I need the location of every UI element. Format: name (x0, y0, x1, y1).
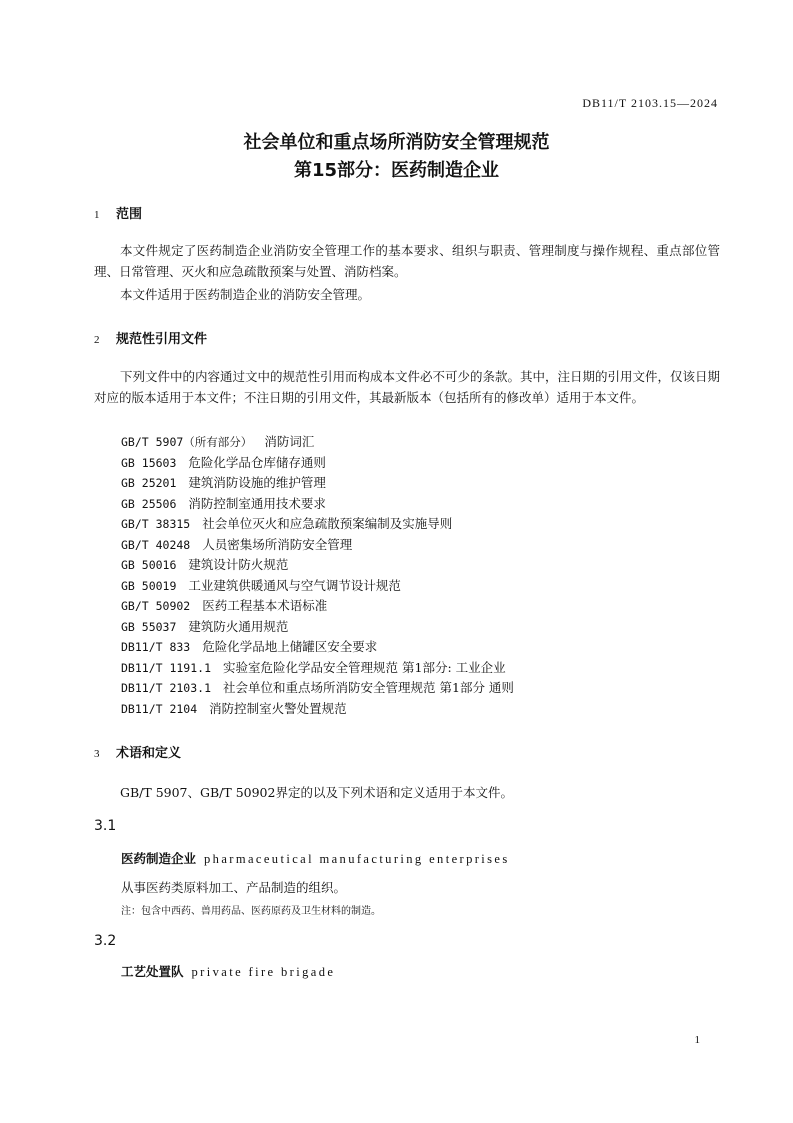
reference-item (121, 432, 314, 450)
section-3-paragraph-1: GB/T 5907、GB/T 50902界定的以及下列术语和定义适用于本文件。 (120, 785, 513, 800)
section-title: 规范性引用文件 (116, 332, 208, 347)
reference-name: 建筑设计防火规范 (188, 557, 289, 572)
section-1-heading (94, 203, 142, 222)
reference-name: 消防词汇 (264, 434, 315, 449)
term-3-1 (121, 849, 510, 867)
section-2-paragraph-1: 下列文件中的内容通过文中的规范性引用而构成本文件必不可少的条款。其中，注日期的引用文件，仅该日期对应的版本适用于本文件；不注日期的引用文件，其最新版本（包括所有的修改单）适用于本文件。 (94, 369, 721, 405)
term-3-1-definition: 从事医药类原料加工、产品制造的组织。 (121, 880, 347, 895)
section-title: 范围 (116, 207, 143, 222)
reference-code: GB 25201 (121, 476, 177, 490)
reference-name: 消防控制室通用技术要求 (188, 495, 326, 511)
reference-code: GB 15603 (121, 455, 177, 470)
reference-name: 危险化学品仓库储存通则 (188, 454, 326, 470)
reference-code: GB/T 50902 (121, 599, 191, 613)
reference-item (121, 658, 506, 676)
term-en: pharmaceutical manufacturing enterprises (204, 852, 510, 866)
reference-code: GB/T 38315 (121, 517, 191, 531)
reference-code: GB 25506 (121, 496, 177, 511)
term-3-1-note: 注：包含中西药、兽用药品、医药原药及卫生材料的制造。 (121, 906, 381, 917)
reference-item (121, 596, 327, 614)
reference-name: 建筑防火通用规范 (188, 618, 289, 634)
reference-item (121, 699, 347, 717)
reference-item (121, 494, 326, 512)
term-3-2 (121, 962, 335, 980)
reference-item (121, 678, 514, 696)
reference-code: DB11/T 1191.1 (121, 660, 212, 675)
term-3-2-number: 3.2 (94, 933, 117, 949)
reference-item (121, 514, 452, 532)
reference-item (121, 473, 326, 491)
reference-code: GB/T 40248 (121, 537, 191, 552)
reference-item (121, 617, 288, 635)
reference-name: 实验室危险化学品安全管理规范 第1部分: 工业企业 (223, 659, 506, 675)
term-zh: 医药制造企业 (121, 851, 197, 866)
section-1-paragraph-1: 本文件规定了医药制造企业消防安全管理工作的基本要求、组织与职责、管理制度与操作规程、重点部位管理、日常管理、灭火和应急疏散预案与处置、消防档案。 (94, 243, 720, 279)
reference-code: GB/T 5907（所有部分） (121, 435, 253, 449)
reference-name: 人员密集场所消防安全管理 (202, 536, 353, 552)
page-number: 1 (694, 1034, 700, 1046)
section-number: 3 (94, 748, 100, 760)
reference-item (121, 637, 377, 655)
reference-name: 危险化学品地上储罐区安全要求 (202, 639, 378, 654)
document-code: DB11/T 2103.15—2024 (582, 96, 718, 110)
reference-name: 社会单位和重点场所消防安全管理规范 第1部分 通则 (223, 680, 514, 695)
section-1-paragraph-2: 本文件适用于医药制造企业的消防安全管理。 (120, 287, 371, 302)
reference-code: DB11/T 2104 (121, 701, 198, 716)
reference-code: GB 50019 (121, 578, 177, 593)
reference-name: 工业建筑供暖通风与空气调节设计规范 (188, 577, 401, 593)
term-en: private fire brigade (191, 965, 336, 979)
reference-code: DB11/T 833 (121, 640, 191, 654)
reference-code: GB 50016 (121, 558, 177, 572)
section-2-heading (94, 328, 207, 347)
reference-item (121, 555, 288, 573)
reference-code: DB11/T 2103.1 (121, 681, 212, 695)
reference-item (121, 453, 326, 471)
reference-item (121, 576, 401, 594)
reference-name: 消防控制室火警处置规范 (209, 700, 347, 716)
reference-code: GB 55037 (121, 619, 177, 634)
section-number: 1 (94, 209, 100, 221)
reference-name: 医药工程基本术语标准 (202, 598, 328, 613)
section-3-heading (94, 742, 181, 761)
term-3-1-number: 3.1 (94, 818, 117, 834)
reference-name: 建筑消防设施的维护管理 (188, 475, 326, 490)
document-title-line1: 社会单位和重点场所消防安全管理规范 (243, 132, 550, 153)
section-number: 2 (94, 334, 100, 346)
document-title-line2: 第15部分：医药制造企业 (293, 160, 500, 181)
reference-item (121, 535, 352, 553)
section-title: 术语和定义 (116, 746, 182, 761)
term-zh: 工艺处置队 (121, 964, 184, 979)
reference-name: 社会单位灭火和应急疏散预案编制及实施导则 (202, 516, 453, 531)
